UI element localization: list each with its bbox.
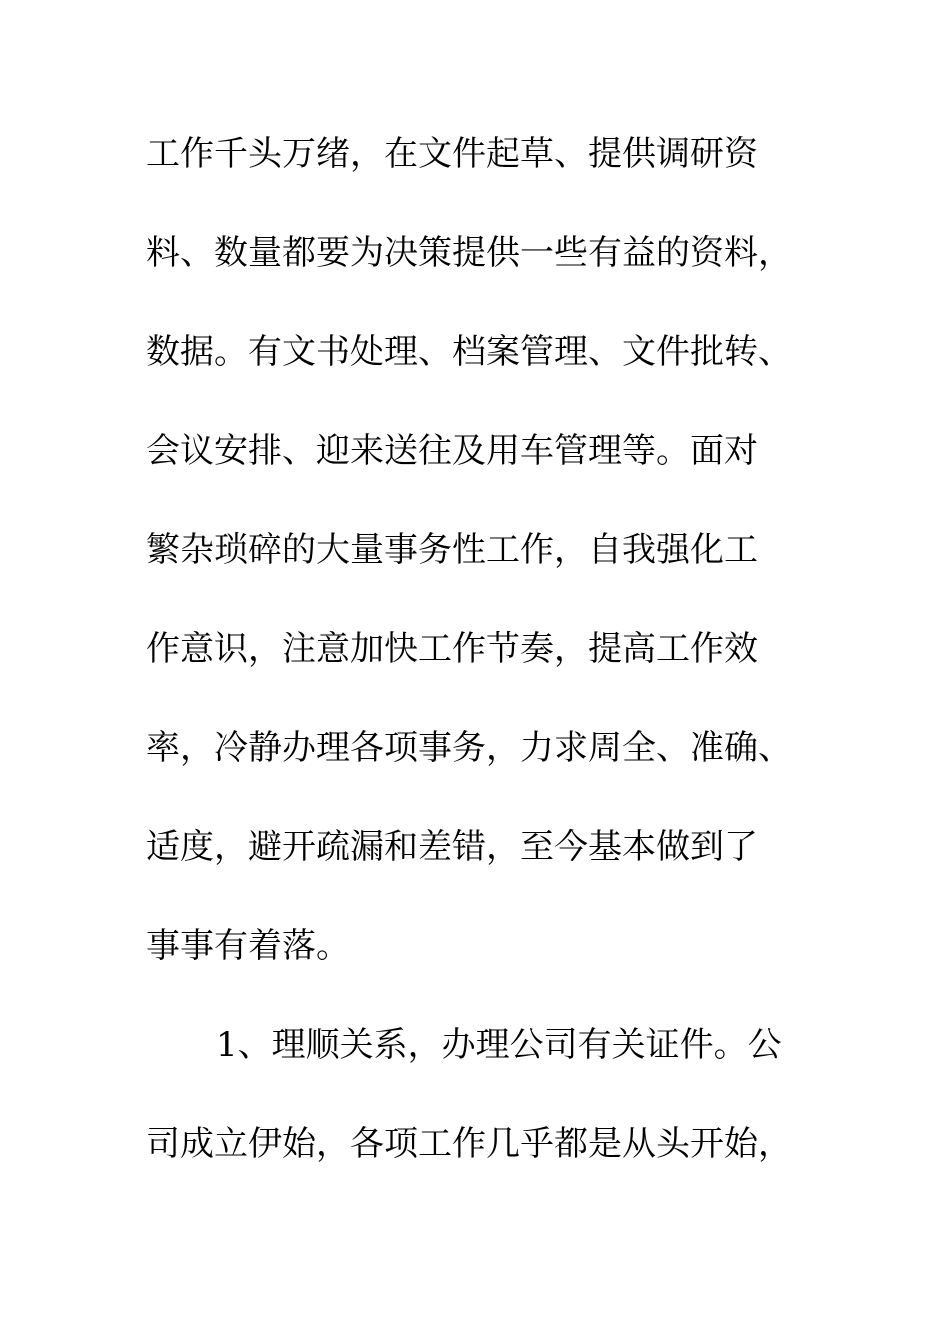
text-line: 率，冷静办理各项事务，力求周全、准确、 bbox=[146, 728, 792, 768]
text-line: 事事有着落。 bbox=[146, 926, 350, 966]
paragraph-start-line: 1、理顺关系，办理公司有关证件。公 bbox=[216, 1025, 782, 1065]
text-line: 繁杂琐碎的大量事务性工作，自我强化工 bbox=[146, 530, 758, 570]
text-line: 司成立伊始，各项工作几乎都是从头开始， bbox=[146, 1124, 792, 1164]
text-line: 作意识，注意加快工作节奏，提高工作效 bbox=[146, 629, 758, 669]
text-line: 料、数量都要为决策提供一些有益的资料， bbox=[146, 233, 792, 273]
text-line: 工作千头万绪，在文件起草、提供调研资 bbox=[146, 134, 758, 174]
text-line: 适度，避开疏漏和差错，至今基本做到了 bbox=[146, 827, 758, 867]
text-line: 数据。有文书处理、档案管理、文件批转、 bbox=[146, 332, 792, 372]
text-line: 会议安排、迎来送往及用车管理等。面对 bbox=[146, 431, 758, 471]
body-text bbox=[146, 124, 826, 1213]
